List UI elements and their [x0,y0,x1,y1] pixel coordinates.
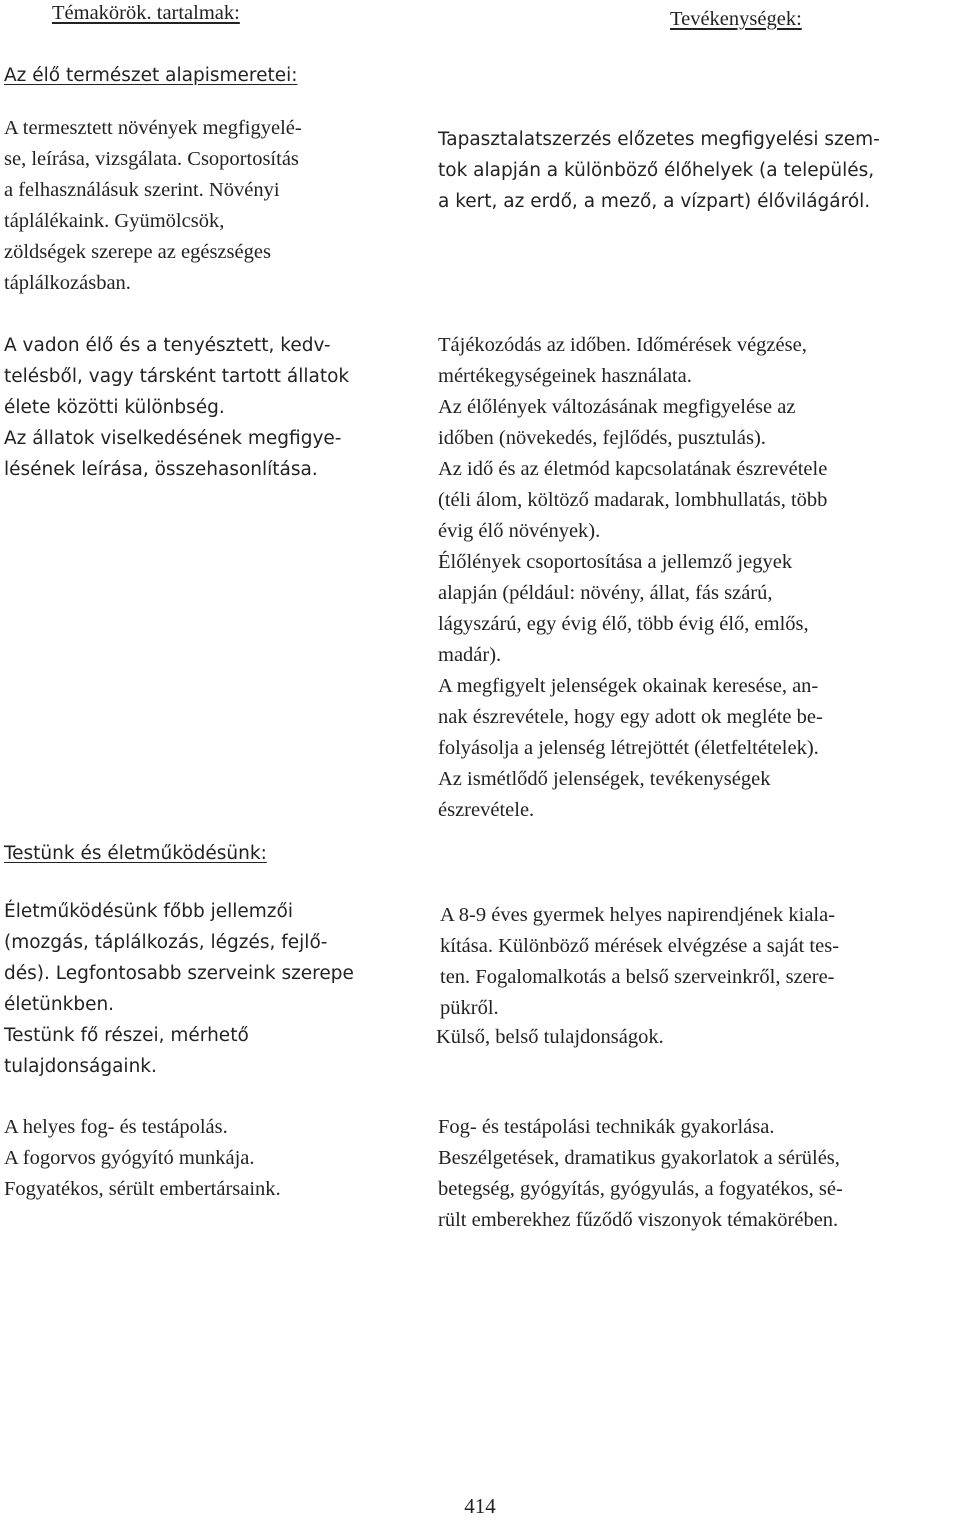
left-column-header: Témakörök. tartalmak: [52,2,240,24]
nature-plants-paragraph: A termesztett növények megfigyelé- se, leírása, vizsgálata. Csoportosítás a felhasználásuk szerint. Növényi táplálékaink. Gyümölcsök, zöldségek szerepe az egészséges táplálkozásban. [4,117,302,294]
body-daily-routine-activity: A 8-9 éves gyermek helyes napirendjének kiala- kítása. Különböző mérések elvégzése a saját tes- ten. Fogalomalkotás a belső szerveinkről, szere- pükről. [440,904,840,1019]
body-properties-activity: Külső, belső tulajdonságok. [436,1026,664,1048]
body-hygiene-activity: Fog- és testápolási technikák gyakorlása. Beszélgetések, dramatikus gyakorlatok a sérülés, betegség, gyógyítás, gyógyulás, a fogyatékos, sé- rült emberekhez fűződő viszonyok témakörében. [438,1116,843,1231]
page-number: 414 [464,1494,496,1518]
nature-experience-activity: Tapasztalatszerzés előzetes megfigyelési szem- tok alapján a különböző élőhelyek (a település, a kert, az erdő, a mező, a vízpart) élővilágáról. [438,129,880,212]
body-functions-paragraph: Életműködésünk főbb jellemzői (mozgás, táplálkozás, légzés, fejlő- dés). Legfontosabb szerveink szerepe életünkben. Testünk fő részei, mérhető tulajdonságaink. [4,901,354,1077]
nature-time-activities: Tájékozódás az időben. Időmérések végzése, mértékegységeinek használata. Az élőlények változásának megfigyelése az időben (növekedés, fejlődés, pusztulás). Az idő és az életmód kapcsolatának észrevétele (téli álom, költöző madarak, lombhullatás, több évig élő növények). Élőlények csoportosítása a jellemző jegyek alapján (például: növény, állat, fás szárú, lágyszárú, egy évig élő, több évig élő, emlős, madár). A megfigyelt jelenségek okainak keresése, an- nak észrevétele, hogy egy adott ok megléte be- folyásolja a jelenség létrejöttét (életfeltételek). Az ismétlődő jelenségek, tevékenységek észrevétele. [438,334,828,821]
right-column-header: Tevékenységek: [670,8,802,30]
section-title-body: Testünk és életműködésünk: [4,843,267,864]
body-hygiene-paragraph: A helyes fog- és testápolás. A fogorvos gyógyító munkája. Fogyatékos, sérült embertársaink. [4,1116,281,1200]
nature-animals-paragraph: A vadon élő és a tenyésztett, kedv- telésből, vagy társként tartott állatok élete közötti különbség. Az állatok viselkedésének megfigye- lésének leírása, összehasonlítása. [4,335,350,480]
section-title-nature: Az élő természet alapismeretei: [4,65,298,86]
